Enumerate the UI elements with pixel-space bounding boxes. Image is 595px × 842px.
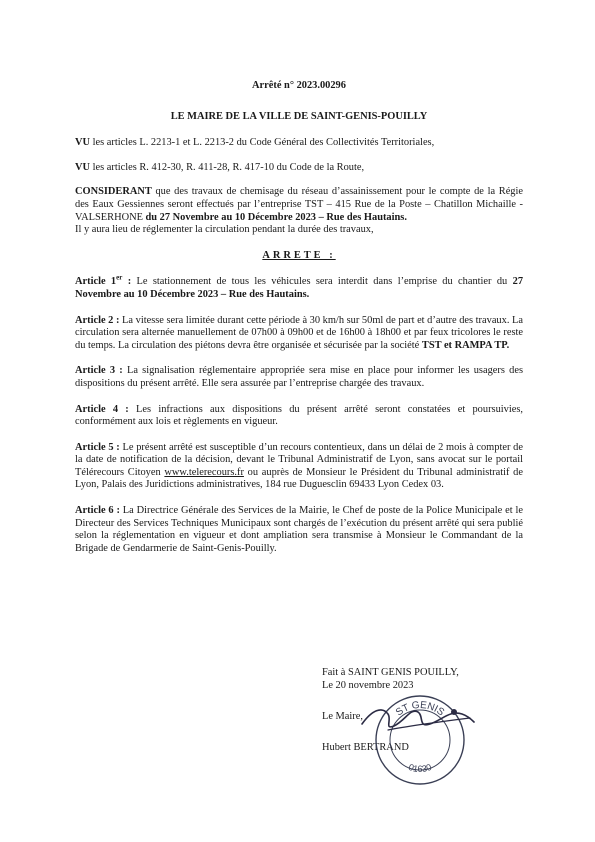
article-5 [75, 442, 523, 492]
document-body [75, 80, 523, 568]
signature-date: Le 20 novembre 2023 [322, 680, 414, 691]
article-2-text: La vitesse sera limitée durant cette période à 30 km/h sur 50ml de part et d’autre des travaux. La circulation sera alternée manuellement de 07h00 à 09h00 et de 16h00 à 18h00 et par feux tricolores le reste du temps. La circulation des piétons devra être organisée et sécurisée par la société [75, 314, 523, 351]
article-4 [75, 404, 523, 429]
article-3-text: La signalisation réglementaire appropriée sera mise en place pour informer les usagers des dispositions du présent arrêté. Elle sera assurée par l’entreprise chargée des travaux. [75, 365, 523, 389]
article-1-dates: 27 Novembre au 10 Décembre 2023 – Rue des Hautains. [75, 276, 524, 300]
maire-title: LE MAIRE DE LA VILLE DE SAINT-GENIS-POUILLY [170, 110, 428, 122]
signature-place: Fait à SAINT GENIS POUILLY, [322, 667, 459, 678]
stamp-top-text: ST GENIS [393, 699, 447, 719]
signature-role: Le Maire, [322, 711, 363, 722]
circulation-note: Il y aura lieu de réglementer la circulation pendant la durée des travaux, [75, 224, 374, 236]
telerecours-link[interactable]: www.telerecours.fr [164, 466, 244, 478]
signatory-name: Hubert BERTRAND [322, 742, 409, 753]
article-5-text-2: ou auprès de Monsieur le Président du Tribunal administratif de Lyon, Palais des Juridictions administratives, 184 rue Duguesclin 69433 Lyon Cedex 03. [75, 466, 523, 491]
article-1-label: Article 1er : [75, 273, 132, 288]
considerant-label: CONSIDERANT [75, 186, 152, 198]
vu-label-2: VU [75, 161, 91, 173]
article-5-text-1: Le présent arrêté est susceptible d’un recours contentieux, dans un délai de 2 mois à compter de la date de notification de la décision, devant le Tribunal Administratif de Lyon, sans avocat sur le portail Télérecours Citoyen [75, 441, 523, 478]
stamp-bottom-text: 01630 [407, 761, 433, 774]
arrete-number: Arrêté n° 2023.00296 [252, 80, 346, 91]
article-6-label: Article 6 : [75, 505, 120, 517]
article-1-text: Le stationnement de tous les véhicules sera interdit dans l’emprise du chantier du [131, 276, 513, 288]
vu-paragraph-1 [75, 137, 523, 150]
article-1 [75, 273, 524, 301]
article-6 [75, 505, 523, 555]
vu-paragraph-2 [75, 162, 523, 175]
article-3 [75, 365, 523, 390]
article-4-label: Article 4 : [75, 403, 129, 415]
article-2 [75, 315, 523, 353]
vu-text-1: les articles L. 2213-1 et L. 2213-2 du Code Général des Collectivités Territoriales, [90, 137, 435, 149]
article-5-label: Article 5 : [75, 441, 120, 453]
vu-label-1: VU [75, 137, 91, 149]
article-2-label: Article 2 : [75, 314, 120, 326]
mayor-signature [358, 700, 478, 740]
article-3-label: Article 3 : [75, 365, 123, 377]
article-4-text: Les infractions aux dispositions du présent arrêté seront constatées et poursuivies, conformément aux lois et règlements en vigueur. [75, 403, 523, 428]
considerant-text: que des travaux de chemisage du réseau d’assainissement pour le compte de la Régie des Eaux Gessiennes seront effectués par l’entreprise TST – 415 Rue de la Poste – Chatillon Michaille - VALSERHONE [75, 186, 523, 223]
considerant-dates: du 27 Novembre au 10 Décembre 2023 – Rue des Hautains. [145, 211, 407, 223]
article-6-text: La Directrice Générale des Services de la Mairie, le Chef de poste de la Police Municipale et le Directeur des Services Techniques Municipaux sont chargés de l’exécution du présent arrêté qui sera publié selon la réglementation en vigueur et dont ampliation sera transmise à Monsieur le Commandant de la Brigade de Gendarmerie de Saint-Genis-Pouilly. [75, 505, 523, 554]
considerant-paragraph [75, 186, 523, 224]
article-2-companies: TST et RAMPA TP. [421, 339, 510, 351]
arrete-heading: ARRETE : [262, 249, 336, 261]
vu-text-2: les articles R. 412-30, R. 411-28, R. 417-10 du Code de la Route, [90, 161, 365, 173]
